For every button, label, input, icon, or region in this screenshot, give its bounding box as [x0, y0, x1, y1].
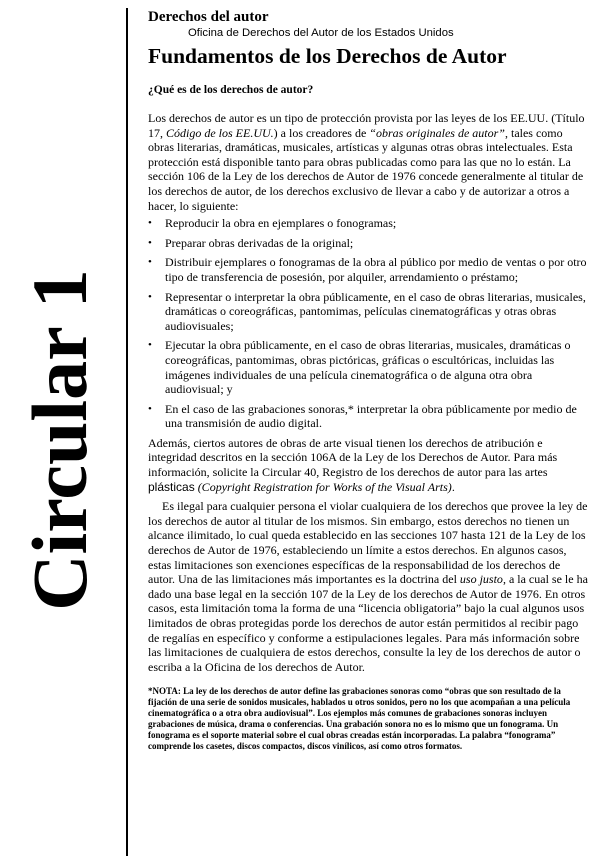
footnote: *NOTA: La ley de los derechos de autor define las grabaciones sonoras como “obras que son resultado de la fijación de una serie de sonidos musicales, hablados u otros sonidos, pero no los que acompañan a una película cinematográfica o a otra obra audiovisual”. Los ejemplos más comunes de grabaciones sonoras incluyen grabaciones de música, drama o conferencias. Una grabación sonora no es lo mismo que un fonograma. Un fonograma es el soporte material sobre el cual obras creadas están incorporadas. La palabra “fonograma” comprende los casetes, discos compactos, discos vinílicos, así como otros formatos. [148, 686, 571, 752]
circular-label: Circular 1 [16, 269, 103, 611]
office-name: Oficina de Derechos del Autor de los Estados Unidos [188, 27, 454, 39]
document-body [148, 8, 590, 752]
limitations-paragraph: Es ilegal para cualquier persona el violar cualquiera de los derechos que provee la ley de los derechos de autor al titular de los mismos. Sin embargo, estos derechos no tienen un alcance ilimitado, lo cual queda establecido en las secciones 107 hasta 121 de la Ley de los derechos de Autor de 1976, estableciendo un límite a estos derechos. En algunos casos, estas limitaciones son exenciones específicas de la responsabilidad de los derechos de autor. Una de las limitaciones más importantes es la doctrina del uso justo, a la cual se le ha dado una base legal en la sección 107 de la Ley de los derechos de Autor de 1976. En otros casos, esta limitación toma la forma de una “licencia obligatoria” bajo la cual algunos usos limitados de obras protegidas porde los derechos de autor están permitidos al recibir pago de regalías en específico y conforme a estipulaciones legales. Para más información sobre las limitaciones de cualquiera de estos derechos, consulte la ley de los derechos de autor o escriba a la Oficina de los derechos de Autor. [148, 499, 588, 674]
section-kicker: Derechos del autor [148, 9, 269, 25]
list-item: • En el caso de las grabaciones sonoras,* interpretar la obra públicamente por medio de una transmisión de audio digital. [148, 402, 590, 431]
rights-list [148, 216, 590, 431]
question-heading: ¿Qué es de los derechos de autor? [148, 84, 314, 96]
intro-paragraph: Los derechos de autor es un tipo de protección provista por las leyes de los EE.UU. (Título 17, Código de los EE.UU.) a los creadores de “obras originales de autor”, tales como obras literarias, dramáticas, musicales, artísticas y algunas otras obras intelectuales. Esta protección está disponible tanto para obras publicadas como para las que no lo están. La sección 106 de la Ley de los derechos de Autor de 1976 concede generalmente al titular de los derechos de autor, de los derechos exclusivo de llevar a cabo y de autorizar a otros a hacer, lo siguiente: [148, 111, 585, 213]
sidebar [8, 230, 112, 650]
list-item: • Representar o interpretar la obra públicamente, en el caso de obras literarias, musicales, dramáticas o coreográficas, pantomimas, películas cinematográficas y otras obras audiovisuales; [148, 290, 590, 334]
list-item: • Distribuir ejemplares o fonogramas de la obra al público por medio de ventas o por otro tipo de transferencia de posesión, por alquiler, arrendamiento o préstamo; [148, 255, 590, 284]
visual-arts-paragraph: Además, ciertos autores de obras de arte visual tienen los derechos de atribución e integridad descritos en la sección 106A de la Ley de los Derechos de Autor. Para más información, solicite la Circular 40, Registro de los derechos de autor para las artes plásticas (Copyright Registration for Works of the Visual Arts). [148, 435, 558, 494]
list-item: • Preparar obras derivadas de la original; [148, 236, 590, 251]
page-title: Fundamentos de los Derechos de Autor [148, 44, 507, 68]
list-item: • Reproducir la obra en ejemplares o fonogramas; [148, 216, 590, 231]
divider-line [126, 8, 128, 856]
list-item: • Ejecutar la obra públicamente, en el caso de obras literarias, musicales, dramáticas o coreográficas, pantomimas, obras pictóricas, gráficas o escultóricas, incluidas las imágenes individuales de una película cinematográfica o de alguna otra obra audiovisual; y [148, 338, 590, 396]
